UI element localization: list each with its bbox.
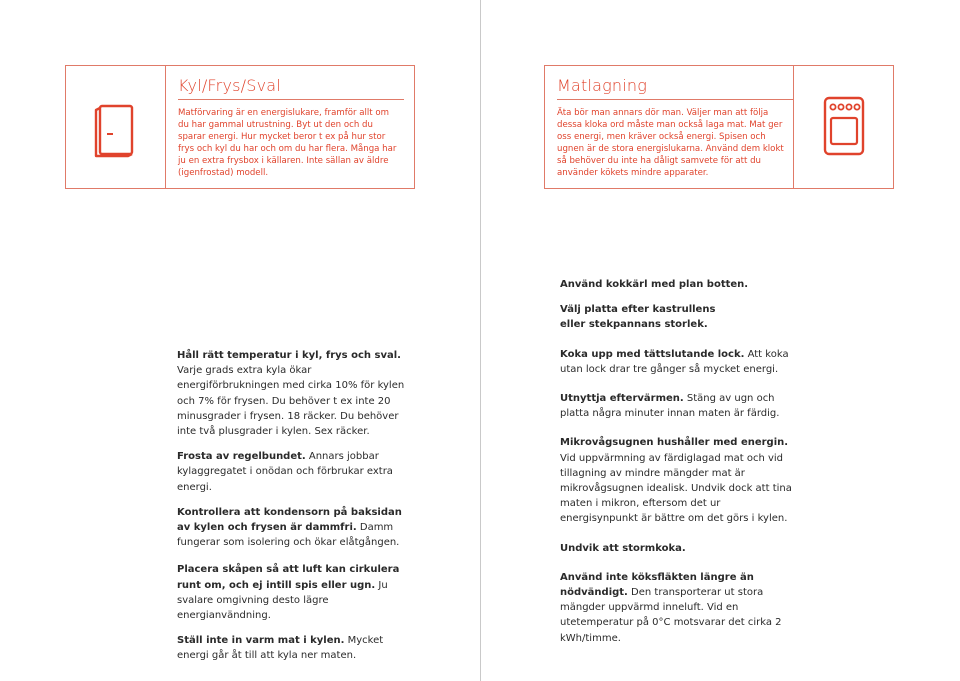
stove-icon — [822, 94, 866, 158]
info-box-cooking — [544, 65, 894, 189]
tip — [560, 570, 800, 646]
tip — [560, 277, 800, 292]
box-text — [178, 76, 402, 179]
tip-text: Att koka utan lock drar tre gånger så mycket energi. — [560, 348, 789, 375]
fridge-icon — [94, 100, 138, 160]
box-body: Matförvaring är en energislukare, framför allt om du har gammal utrustning. Byt ut den och du sparar energi. Hur mycket beror t ex på hur stor frys och kyl du har och om du har flera. Många har ju en extra frysbox i källaren. Inte sällan av äldre (igenfrostad) modell. — [178, 108, 397, 178]
tip-heading: Ställ inte in varm mat i kylen. — [177, 635, 345, 647]
box-title: Matlagning — [557, 76, 793, 100]
tip-heading: Utnyttja eftervärmen. — [560, 393, 684, 405]
page-divider — [480, 0, 481, 681]
box-title: Kyl/Frys/Sval — [178, 76, 404, 100]
tip-text: Damm fungerar som isolering och ökar elåtgången. — [177, 522, 400, 549]
icon-cell — [793, 66, 893, 188]
tip — [560, 302, 730, 332]
icon-cell — [66, 66, 166, 188]
tip — [177, 505, 407, 551]
tip-text: Stäng av ugn och platta några minuter innan maten är färdig. — [560, 393, 780, 420]
tip-text: Den transporterar ut stora mängder uppvärmd inneluft. Vid en utetemperatur på 0°C motsvarar det cirka 2 kWh/timme. — [560, 587, 782, 644]
tip-heading: Undvik att stormkoka. — [560, 542, 686, 554]
tip-text: Ju svalare omgivning desto lägre energianvändning. — [177, 579, 388, 622]
tip — [560, 347, 800, 377]
tip-heading: Mikrovågsugnen hushåller med energin. — [560, 437, 789, 449]
tip-text: Mycket energi går åt till att kyla ner maten. — [177, 635, 384, 662]
tip-heading: Kontrollera att kondensorn på baksidan av kylen och frysen är dammfri. — [177, 506, 402, 534]
tip-heading: Använd inte köksfläkten längre än nödvändigt. — [560, 571, 754, 599]
box-text — [557, 76, 793, 179]
info-box-fridge — [65, 65, 415, 189]
tips-cooking — [560, 277, 800, 656]
tip-text: Varje grads extra kyla ökar energiförbrukningen med cirka 10% för kylen och 7% för frysen. Du behöver t ex inte 20 minusgrader i frysen. 18 räcker. Du behöver inte två plusgrader i kylen. Sex räcker. — [177, 365, 405, 438]
tip-heading: Placera skåpen så att luft kan cirkulera runt om, och ej intill spis eller ugn. — [177, 564, 400, 591]
tip — [177, 449, 407, 495]
tip — [177, 633, 407, 663]
tip-heading: Frosta av regelbundet. — [177, 451, 306, 463]
box-body: Äta bör man annars dör man. Väljer man att följa dessa kloka ord måste man också laga mat. Mat ger oss energi, men kräver också energi. Spisen och ugnen är de stora energislukarna. Använd dem klokt så behöver du inte ha dåligt samvete för att du använder kökets mindre apparater. — [557, 108, 784, 178]
tip — [177, 562, 407, 623]
tip — [560, 391, 800, 421]
tips-fridge — [177, 348, 407, 674]
tip — [560, 435, 800, 526]
tip — [177, 348, 407, 439]
tip-heading: Välj platta efter kastrullens eller stekpannans storlek. — [560, 304, 716, 331]
tip-text: Annars jobbar kylaggregatet i onödan och förbrukar extra energi. — [177, 451, 393, 493]
tip-text: Vid uppvärmning av färdiglagad mat och vid tillagning av mindre mängder mat är mikrovågsugnen idealisk. Undvik dock att tina maten i mikron, eftersom det ur energisynpunkt är bättre om det görs i kylen. — [560, 452, 792, 525]
tip-heading: Håll rätt temperatur i kyl, frys och sval. — [177, 350, 401, 361]
tip — [560, 541, 800, 556]
tip-heading: Använd kokkärl med plan botten. — [560, 279, 749, 290]
tip-heading: Koka upp med tättslutande lock. — [560, 348, 745, 360]
